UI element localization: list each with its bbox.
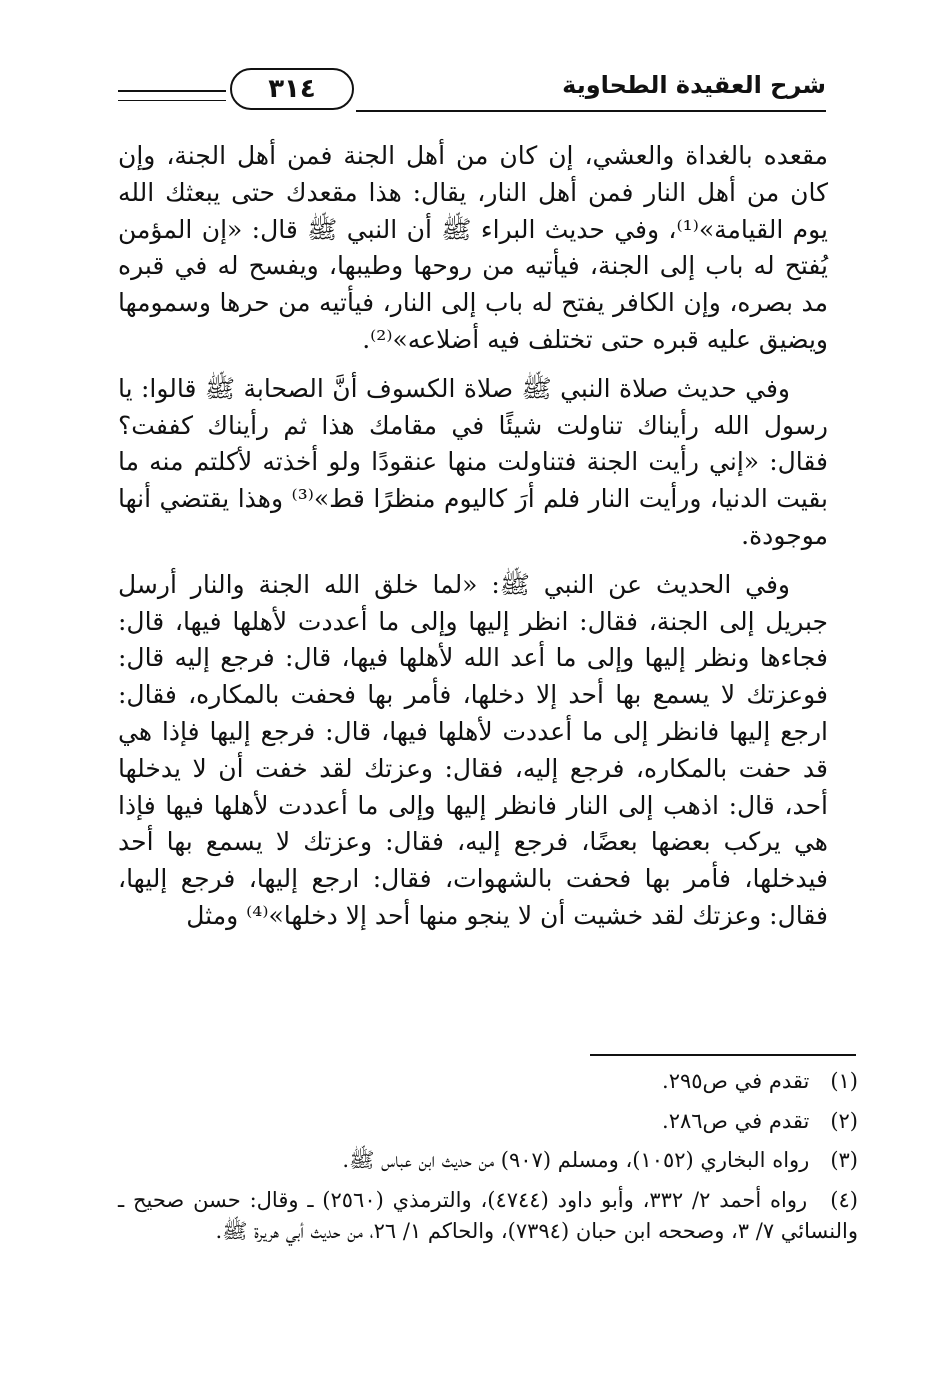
footnote-text: رواه البخاري (١٠٥٢)، ومسلم (٩٠٧) من حديث ابن عباس ﷺ. (342, 1148, 810, 1172)
main-text (118, 138, 828, 947)
footnote-3 (118, 1145, 858, 1177)
page-number: ٣١٤ (268, 74, 316, 104)
footnote-number: (٤) (830, 1187, 858, 1212)
footnote-text: تقدم في ص٢٩٥. (662, 1069, 810, 1093)
page-header (118, 62, 826, 122)
paragraph-3: وفي الحديث عن النبي ﷺ: «لما خلق الله الجنة والنار أرسل جبريل إلى الجنة، فقال: انظر إليها وإلى ما أعددت لأهلها فيها، قال: فجاءها ونظر إليها وإلى ما أعد الله لأهلها فيها، قال: فرجع إليه قال: فوعزتك لا يسمع بها أحد إلا دخلها، فأمر بها فحفت بالمكاره، فقال: ارجع إليها فانظر إلى ما أعددت لأهلها فيها، قال: فرجع إليها فإذا هي قد حفت بالمكاره، فرجع إليه، فقال: وعزتك لقد خفت أن لا يدخلها أحد، قال: اذهب إلى النار فانظر إليها وإلى ما أعددت لأهلها فيها فإذا هي يركب بعضها بعضًا، فرجع إليه، فقال: وعزتك لا يسمع بها أحد فيدخلها، فأمر بها فحفت بالشهوات، فقال: ارجع إليها، فرجع إليها، فقال: وعزتك لقد خشيت أن لا ينجو منها أحد إلا دخلها»⁽⁴⁾ ومثل (118, 569, 828, 930)
footnote-2 (118, 1106, 858, 1138)
footnote-1 (118, 1066, 858, 1098)
footnote-text: تقدم في ص٢٨٦. (662, 1108, 810, 1133)
header-rule-right (356, 110, 826, 112)
footnote-rule (590, 1054, 856, 1056)
page-number-frame (230, 68, 354, 110)
footnote-text: رواه أحمد ٢/ ٣٣٢، وأبو داود (٤٧٤٤)، والترمذي (٢٥٦٠) ـ وقال: حسن صحيح ـ والنسائي ٧/ ٣، وصححه ابن حبان (٧٣٩٤)، والحاكم ١/ ٢٦، من حديث أبي هريرة ﷺ. (118, 1187, 858, 1243)
paragraph-1: مقعده بالغداة والعشي، إن كان من أهل الجنة فمن أهل الجنة، وإن كان من أهل النار فمن أهل النار، يقال: هذا مقعدك حتى يبعثك الله يوم القيامة»⁽¹⁾، وفي حديث البراء ﷺ أن النبي ﷺ قال: «إن المؤمن يُفتح له باب إلى الجنة، فيأتيه من روحها وطيبها، ويفسح له في قبره مد بصره، وإن الكافر يفتح له باب إلى النار، فيأتيه من حرها وسمومها ويضيق عليه قبره حتى تختلف فيه أضلاعه»⁽²⁾. (118, 141, 828, 354)
footnote-number: (٢) (830, 1108, 858, 1133)
header-rule-left (118, 90, 226, 101)
footnote-number: (٣) (830, 1148, 858, 1172)
paragraph-2: وفي حديث صلاة النبي ﷺ صلاة الكسوف أنَّ الصحابة ﷺ قالوا: يا رسول الله رأيناك تناولت شيئًا في مقامك هذا ثم رأيناك كففت؟ فقال: «إني رأيت الجنة فتناولت منها عنقودًا ولو أخذته لأكلتم منه ما بقيت الدنيا، ورأيت النار فلم أرَ كاليوم منظرًا قط»⁽³⁾ وهذا يقتضي أنها موجودة. (118, 373, 829, 550)
footnote-number: (١) (830, 1069, 858, 1093)
footnote-4 (118, 1185, 858, 1248)
running-title: شرح العقيدة الطحاوية (562, 71, 826, 99)
footnotes (118, 1066, 858, 1256)
